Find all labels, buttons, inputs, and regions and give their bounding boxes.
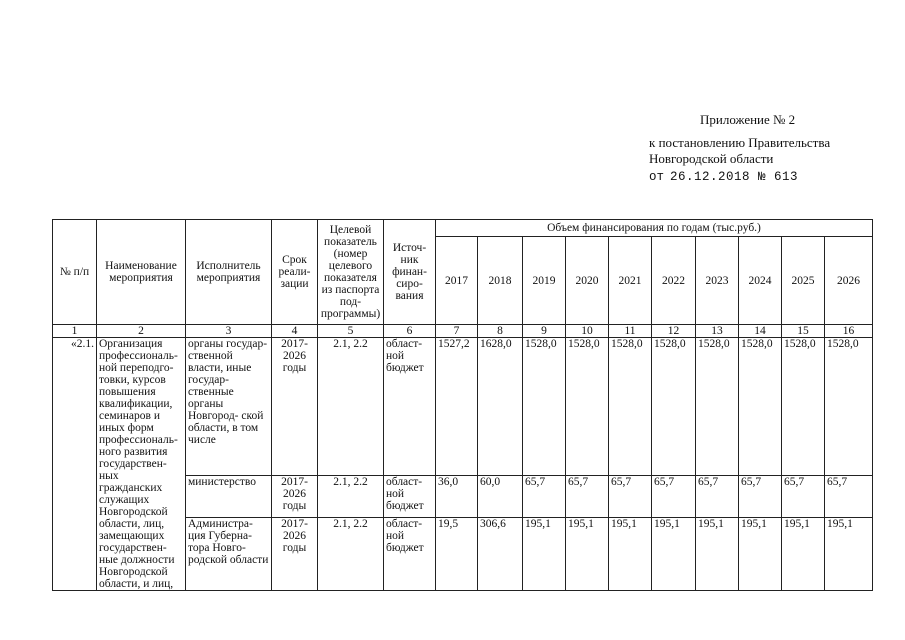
column-number: 11 <box>609 325 652 338</box>
source-cell: област- ной бюджет <box>384 338 436 476</box>
value-cell: 65,7 <box>566 475 609 517</box>
year-header: 2025 <box>782 237 825 325</box>
value-cell: 195,1 <box>566 518 609 591</box>
year-header: 2017 <box>436 237 478 325</box>
year-header: 2026 <box>825 237 873 325</box>
value-cell: 65,7 <box>825 475 873 517</box>
resolution-date: 26.12.2018 № 613 <box>670 170 799 184</box>
column-number: 6 <box>384 325 436 338</box>
value-cell: 65,7 <box>523 475 566 517</box>
region-line: Новгородской области <box>649 151 774 166</box>
value-cell: 36,0 <box>436 475 478 517</box>
header-activity: Наименование мероприятия <box>97 220 186 325</box>
value-cell: 19,5 <box>436 518 478 591</box>
value-cell: 1528,0 <box>566 338 609 476</box>
value-cell: 1528,0 <box>739 338 782 476</box>
target-cell: 2.1, 2.2 <box>318 475 384 517</box>
date-line <box>649 169 798 185</box>
term-cell: 2017- 2026 годы <box>272 518 318 591</box>
table-row <box>53 338 873 476</box>
column-number: 16 <box>825 325 873 338</box>
header-row <box>53 220 873 237</box>
activity-name: Организация профессиональ- ной переподго- товки, курсов повышения квалификации, семинаров и иных форм профессиональ- ного развития государствен- ных гражданских служащих Новгородской области, лиц, замещающих государствен- ные должности Новгородской области, и лиц, <box>97 338 186 591</box>
row-number: «2.1. <box>53 338 97 591</box>
value-cell: 65,7 <box>652 475 696 517</box>
value-cell: 1528,0 <box>609 338 652 476</box>
value-cell: 195,1 <box>523 518 566 591</box>
value-cell: 195,1 <box>652 518 696 591</box>
header-executor: Исполнитель мероприятия <box>186 220 272 325</box>
year-header: 2022 <box>652 237 696 325</box>
value-cell: 195,1 <box>696 518 739 591</box>
resolution-line: к постановлению Правительства <box>649 135 831 150</box>
target-cell: 2.1, 2.2 <box>318 338 384 476</box>
year-header: 2021 <box>609 237 652 325</box>
column-number: 3 <box>186 325 272 338</box>
value-cell: 195,1 <box>739 518 782 591</box>
column-number: 7 <box>436 325 478 338</box>
financing-table <box>52 219 873 591</box>
value-cell: 306,6 <box>478 518 523 591</box>
source-cell: област- ной бюджет <box>384 475 436 517</box>
column-number: 4 <box>272 325 318 338</box>
value-cell: 195,1 <box>782 518 825 591</box>
column-number: 13 <box>696 325 739 338</box>
column-number: 9 <box>523 325 566 338</box>
column-number: 2 <box>97 325 186 338</box>
value-cell: 195,1 <box>609 518 652 591</box>
column-number-row <box>53 325 873 338</box>
year-header: 2023 <box>696 237 739 325</box>
column-number: 5 <box>318 325 384 338</box>
column-number: 14 <box>739 325 782 338</box>
value-cell: 1527,2 <box>436 338 478 476</box>
value-cell: 65,7 <box>782 475 825 517</box>
source-cell: област- ной бюджет <box>384 518 436 591</box>
value-cell: 1528,0 <box>825 338 873 476</box>
column-number: 15 <box>782 325 825 338</box>
appendix-title: Приложение № 2 <box>700 112 796 127</box>
column-number: 1 <box>53 325 97 338</box>
header-volume: Объем финансирования по годам (тыс.руб.) <box>436 220 873 237</box>
value-cell: 1528,0 <box>696 338 739 476</box>
column-number: 10 <box>566 325 609 338</box>
date-prefix: от <box>649 170 665 184</box>
executor-cell: Администра- ция Губерна- тора Новго- родской области <box>186 518 272 591</box>
value-cell: 60,0 <box>478 475 523 517</box>
value-cell: 65,7 <box>739 475 782 517</box>
header-target: Целевой показатель (номер целевого показателя из паспорта под- программы) <box>318 220 384 325</box>
year-header: 2018 <box>478 237 523 325</box>
executor-cell: министерство <box>186 475 272 517</box>
column-number: 8 <box>478 325 523 338</box>
value-cell: 1628,0 <box>478 338 523 476</box>
value-cell: 195,1 <box>825 518 873 591</box>
year-header: 2024 <box>739 237 782 325</box>
year-header: 2020 <box>566 237 609 325</box>
value-cell: 65,7 <box>609 475 652 517</box>
header-num: № п/п <box>53 220 97 325</box>
value-cell: 65,7 <box>696 475 739 517</box>
header-source: Источ- ник финан- сиро- вания <box>384 220 436 325</box>
value-cell: 1528,0 <box>652 338 696 476</box>
executor-cell: органы государ- ственной власти, иные государ- ственные органы Новгород- ской области, в том числе <box>186 338 272 476</box>
header-term: Срок реали- зации <box>272 220 318 325</box>
term-cell: 2017- 2026 годы <box>272 338 318 476</box>
column-number: 12 <box>652 325 696 338</box>
target-cell: 2.1, 2.2 <box>318 518 384 591</box>
value-cell: 1528,0 <box>523 338 566 476</box>
year-header: 2019 <box>523 237 566 325</box>
term-cell: 2017- 2026 годы <box>272 475 318 517</box>
value-cell: 1528,0 <box>782 338 825 476</box>
